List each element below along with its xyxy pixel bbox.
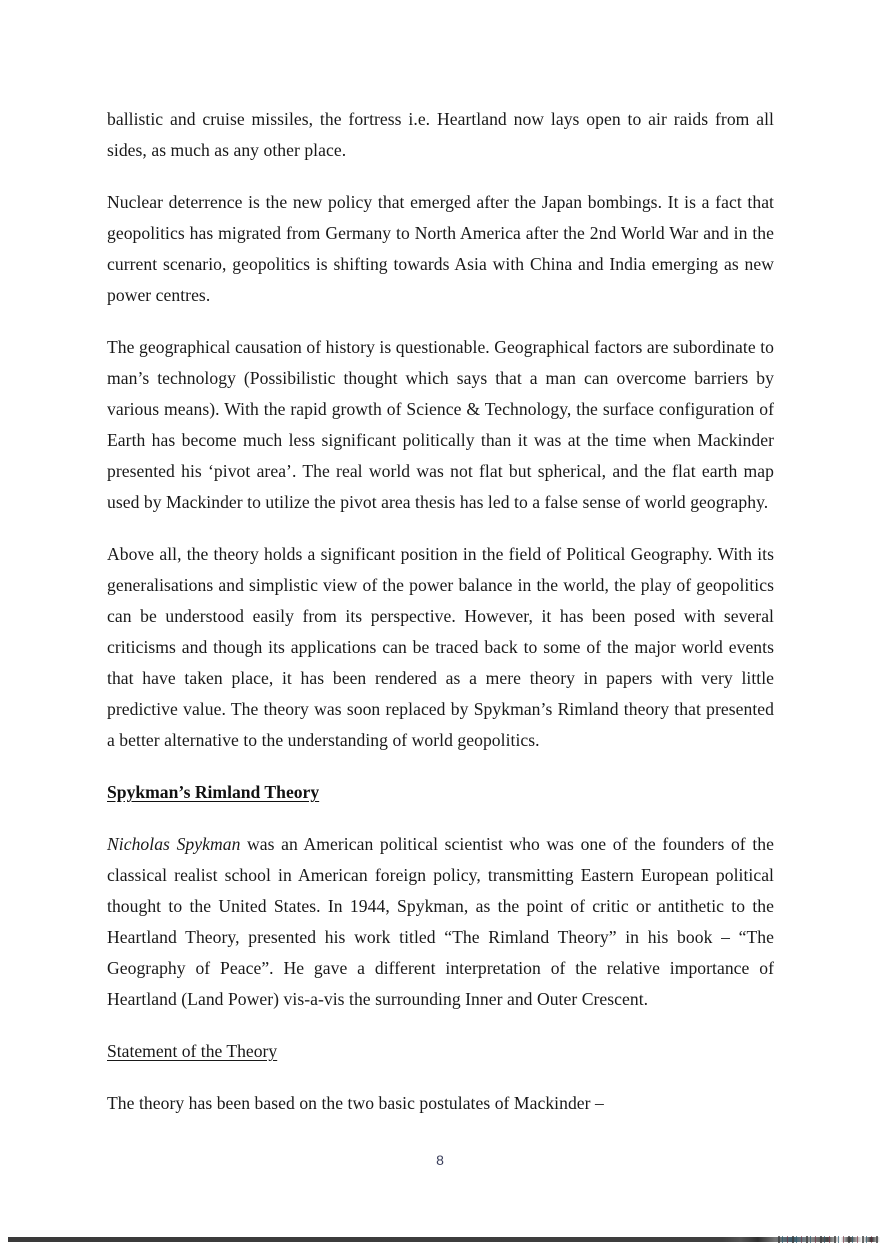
subsection-heading-label: Statement of the Theory bbox=[107, 1041, 278, 1061]
body-paragraph: The geographical causation of history is questionable. Geographical factors are subordinate to man’s technology (Possibilistic thought which says that a man can overcome barriers by various means). With the rapid growth of Science & Technology, the surface configuration of Earth has become much less significant politically than it was at the time when Mackinder presented his ‘pivot area’. The real world was not flat but spherical, and the flat earth map used by Mackinder to utilize the pivot area thesis has led to a false sense of world geography. bbox=[107, 337, 774, 512]
spykman-name-italic: Nicholas Spykman bbox=[107, 834, 241, 854]
scan-artifact-bar bbox=[8, 1237, 880, 1242]
spykman-paragraph bbox=[107, 829, 774, 1015]
scan-artifact-noise bbox=[778, 1236, 880, 1243]
closing-paragraph: The theory has been based on the two basic postulates of Mackinder – bbox=[107, 1093, 604, 1113]
section-heading-label: Spykman’s Rimland Theory bbox=[107, 782, 320, 802]
page-content bbox=[107, 104, 774, 1119]
body-paragraph: ballistic and cruise missiles, the fortress i.e. Heartland now lays open to air raids from all sides, as much as any other place. bbox=[107, 109, 774, 160]
body-paragraph: Nuclear deterrence is the new policy that emerged after the Japan bombings. It is a fact that geopolitics has migrated from Germany to North America after the 2nd World War and in the current scenario, geopolitics is shifting towards Asia with China and India emerging as new power centres. bbox=[107, 192, 774, 305]
spykman-paragraph-rest: was an American political scientist who was one of the founders of the classical realist school in American foreign policy, transmitting Eastern European political thought to the United States. In 1944, Spykman, as the point of critic or antithetic to the Heartland Theory, presented his work titled “The Rimland Theory” in his book – “The Geography of Peace”. He gave a different interpretation of the relative importance of Heartland (Land Power) vis-a-vis the surrounding Inner and Outer Crescent. bbox=[107, 834, 774, 1009]
subsection-heading-statement-of-the-theory bbox=[107, 1036, 774, 1067]
section-heading-spykman-rimland-theory bbox=[107, 777, 774, 808]
body-paragraph: Above all, the theory holds a significant position in the field of Political Geography. With its generalisations and simplistic view of the power balance in the world, the play of geopolitics can be understood easily from its perspective. However, it has been posed with several criticisms and though its applications can be traced back to some of the major world events that have taken place, it has been rendered as a mere theory in papers with very little predictive value. The theory was soon replaced by Spykman’s Rimland theory that presented a better alternative to the understanding of world geopolitics. bbox=[107, 544, 774, 750]
page-number: 8 bbox=[436, 1152, 444, 1168]
